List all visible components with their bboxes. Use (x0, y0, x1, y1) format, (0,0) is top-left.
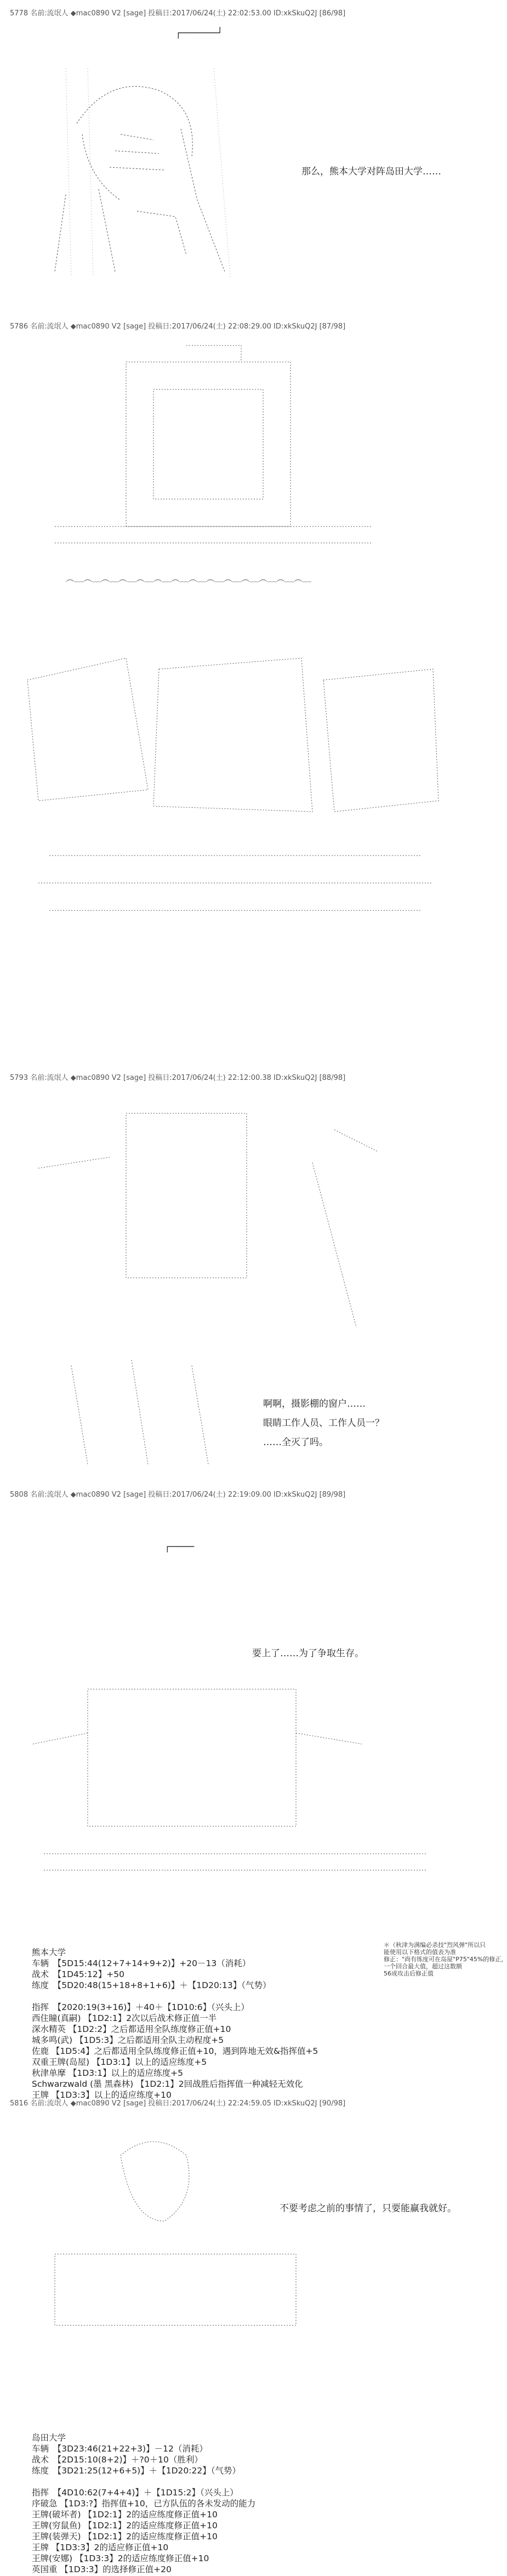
dialogue-line: ……全灭了吗。 (263, 1437, 328, 1448)
note-line: 修正："尚有练度可在岛屋"P75"45%的修正， (384, 1956, 507, 1963)
stats-line: 指挥 【2020:19(3+16)】＋40＋【1D10:6】（兴头上） (32, 2002, 249, 2012)
post-1 (0, 0, 470, 318)
ascii-art-tank (22, 1579, 449, 1887)
stats-line: 深水精英 【1D2:2】之后都适用全队练度修正值+10 (32, 2024, 231, 2034)
stats-line (32, 1991, 448, 2002)
ascii-art-character (33, 58, 263, 277)
stats-line: 王牌(破坏者) 【1D2:1】2的适应练度修正值+10 (32, 2510, 218, 2520)
note-line: 56成攻击后修正值 (384, 1970, 434, 1977)
stats-line: 王牌 【1D3:3】2的适应修正值+10 (32, 2543, 169, 2552)
stats-line: 战术 【2D15:10(8+2)】＋?0＋10（胜利） (32, 2455, 203, 2465)
ascii-art-vehicle (44, 340, 384, 614)
post-header: 5786 名前:流氓人 ◆mac0890 V2 [sage] 投稿日:2017/06/24(土) 22:08:29.00 ID:xkSkuQ2J [87/98] (10, 322, 346, 331)
stats-line: 王牌(安娜) 【1D3:3】2的适应练度修正值+10 (32, 2554, 209, 2563)
scene-bracket: ┌──── (164, 1541, 195, 1553)
stats-line (32, 2476, 448, 2487)
ascii-art-crowd (16, 625, 444, 1009)
stats-line: 指挥 【4D10:62(7+4+4)】＋【1D15:2】（兴头上） (32, 2488, 238, 2498)
stats-line: 练度 【3D21:25(12+6+5)】＋【1D20:22】（气势） (32, 2466, 241, 2476)
side-note (384, 1941, 507, 1977)
post-header: 5808 名前:流氓人 ◆mac0890 V2 [sage] 投稿日:2017/06/24(土) 22:19:09.00 ID:xkSkuQ2J [89/98] (10, 1491, 346, 1499)
stats-line: 序破急 【1D3:?】指挥值+10，已方队伍的各未发动的能力 (32, 2499, 256, 2509)
post-4 (0, 1486, 507, 2100)
svg-text:︵﹏︵﹏︵﹏︵﹏︵﹏︵﹏︵﹏︵﹏︵﹏︵﹏︵﹏︵﹏︵﹏︵﹏: ︵﹏︵﹏︵﹏︵﹏︵﹏︵﹏︵﹏︵﹏︵﹏︵﹏︵﹏︵﹏︵﹏︵﹏ (66, 573, 312, 584)
post-header: 5793 名前:流氓人 ◆mac0890 V2 [sage] 投稿日:2017/06/24(土) 22:12:00.38 ID:xkSkuQ2J [88/98] (10, 1074, 346, 1082)
stats-line: 王牌(穷鼠鱼) 【1D2:1】2的适应练度修正值+10 (32, 2521, 218, 2530)
dialogue-line: 眼睛工作人员、工作人员一？ (263, 1418, 384, 1429)
post-header: 5778 名前:流氓人 ◆mac0890 V2 [sage] 投稿日:2017/06/24(土) 22:02:53.00 ID:xkSkuQ2J [86/98] (10, 9, 346, 18)
stats-line: 西住瞳(真嗣) 【1D2:1】2次以后战术修正值一半 (32, 2013, 217, 2023)
stats-line: 车辆 【5D15:44(12+7+14+9+2)】+20－13（消耗） (32, 1958, 251, 1968)
note-line: 能使用以下格式的值表为准 (384, 1949, 456, 1956)
stats-line: 双重王牌(岛屋) 【1D3:1】以上的适应练度+5 (32, 2057, 207, 2067)
stats-line: 英国重 【1D3:3】的选择修正值+20 (32, 2564, 172, 2574)
dialogue-line: 啊啊，摄影棚的窗户…… (263, 1399, 366, 1409)
stats-line: 城多鸣(武) 【1D5:3】之后都适用全队主动程度+5 (32, 2035, 224, 2045)
ascii-art-scene (27, 1097, 411, 1338)
dialogue-line: 不要考虑之前的事情了，只要能赢我就好。 (280, 2203, 457, 2214)
post-header: 5816 名前:流氓人 ◆mac0890 V2 [sage] 投稿日:2017/06/24(土) 22:24:59.05 ID:xkSkuQ2J [90/98] (10, 2099, 346, 2108)
stats-line: Schwarzwald (墨 黑森林) 【1D2:1】2回战胜后指挥值一种减轻无效化 (32, 2079, 303, 2089)
ascii-art-commander (44, 2122, 318, 2353)
ascii-art-figures (49, 1355, 230, 1481)
stats-line: 佐鹿 【1D5:4】之后都适用全队练度修正值+10，遇到阵地无效&指挥值+5 (32, 2046, 318, 2056)
scene-bracket: ┌──────┘ (175, 27, 223, 39)
note-line: ＊（秋津为满编必杀技"烈风弹"所以只 (384, 1941, 486, 1949)
stats-block (32, 2432, 448, 2575)
stats-line: 王牌(装弹天) 【1D2:1】2的适应练度修正值+10 (32, 2532, 218, 2541)
post-2 (0, 318, 470, 1069)
stats-line: 王牌 【1D3:3】以上的适应练度+10 (32, 2090, 172, 2100)
stats-line: 战术 【1D45:12】+50 (32, 1969, 124, 1979)
dialogue-line: 那么，熊本大学对阵岛田大学…… (301, 166, 441, 177)
stats-line: 秋津单摩 【1D3:1】以上的适应练度+5 (32, 2068, 184, 2078)
post-5 (0, 2095, 470, 2576)
stats-title: 熊本大学 (32, 1947, 66, 1957)
post-3 (0, 1069, 470, 1486)
stats-line: 练度 【5D20:48(15+18+8+1+6)】＋【1D20:13】（气势） (32, 1980, 271, 1990)
note-line: 一个回合最大值，超过这数额 (384, 1963, 462, 1970)
dialogue-line: 要上了……为了争取生存。 (252, 1648, 364, 1659)
stats-line: 车辆 【3D23:46(21+22+3)】－12（消耗） (32, 2444, 208, 2454)
stats-title: 岛田大学 (32, 2433, 66, 2443)
